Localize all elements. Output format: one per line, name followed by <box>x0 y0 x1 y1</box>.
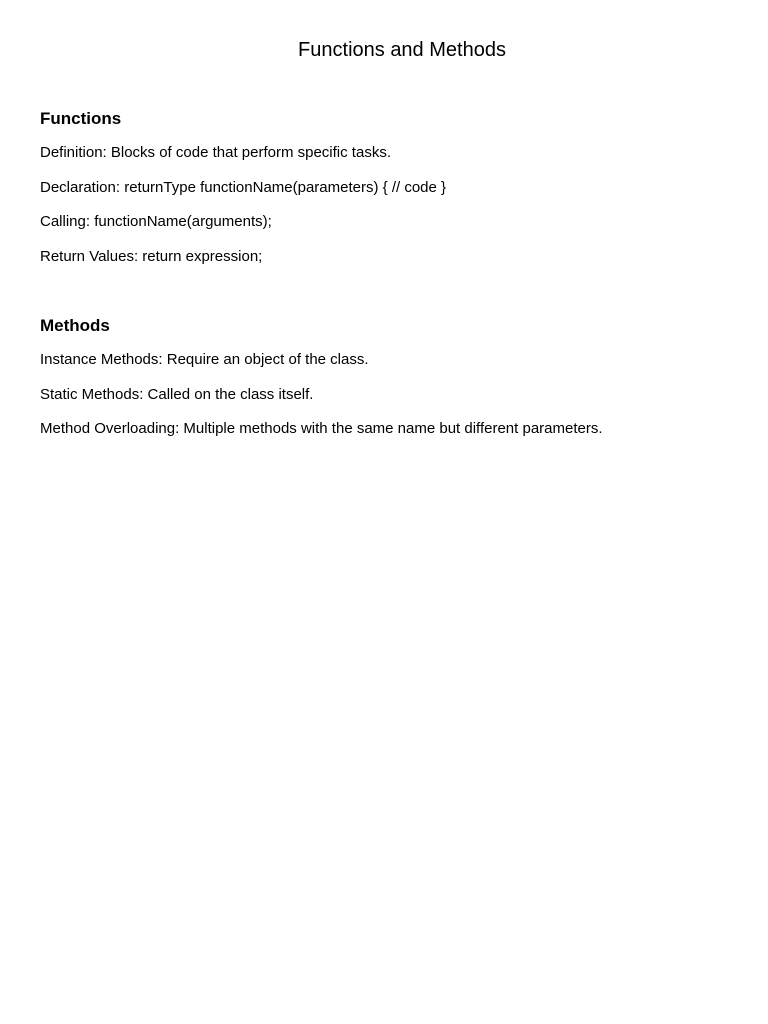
page-title: Functions and Methods <box>298 39 506 61</box>
section-heading-functions: Functions <box>40 109 122 128</box>
methods-overloading-line: Method Overloading: Multiple methods with the same name but different parameters. <box>40 420 603 437</box>
section-heading-methods: Methods <box>40 316 110 335</box>
functions-return-values-line: Return Values: return expression; <box>40 248 263 265</box>
functions-declaration-line: Declaration: returnType functionName(parameters) { // code } <box>40 179 447 196</box>
methods-instance-line: Instance Methods: Require an object of the class. <box>40 351 369 368</box>
functions-definition-line: Definition: Blocks of code that perform specific tasks. <box>40 144 391 161</box>
functions-calling-line: Calling: functionName(arguments); <box>40 213 272 230</box>
methods-static-line: Static Methods: Called on the class itself. <box>40 386 314 403</box>
